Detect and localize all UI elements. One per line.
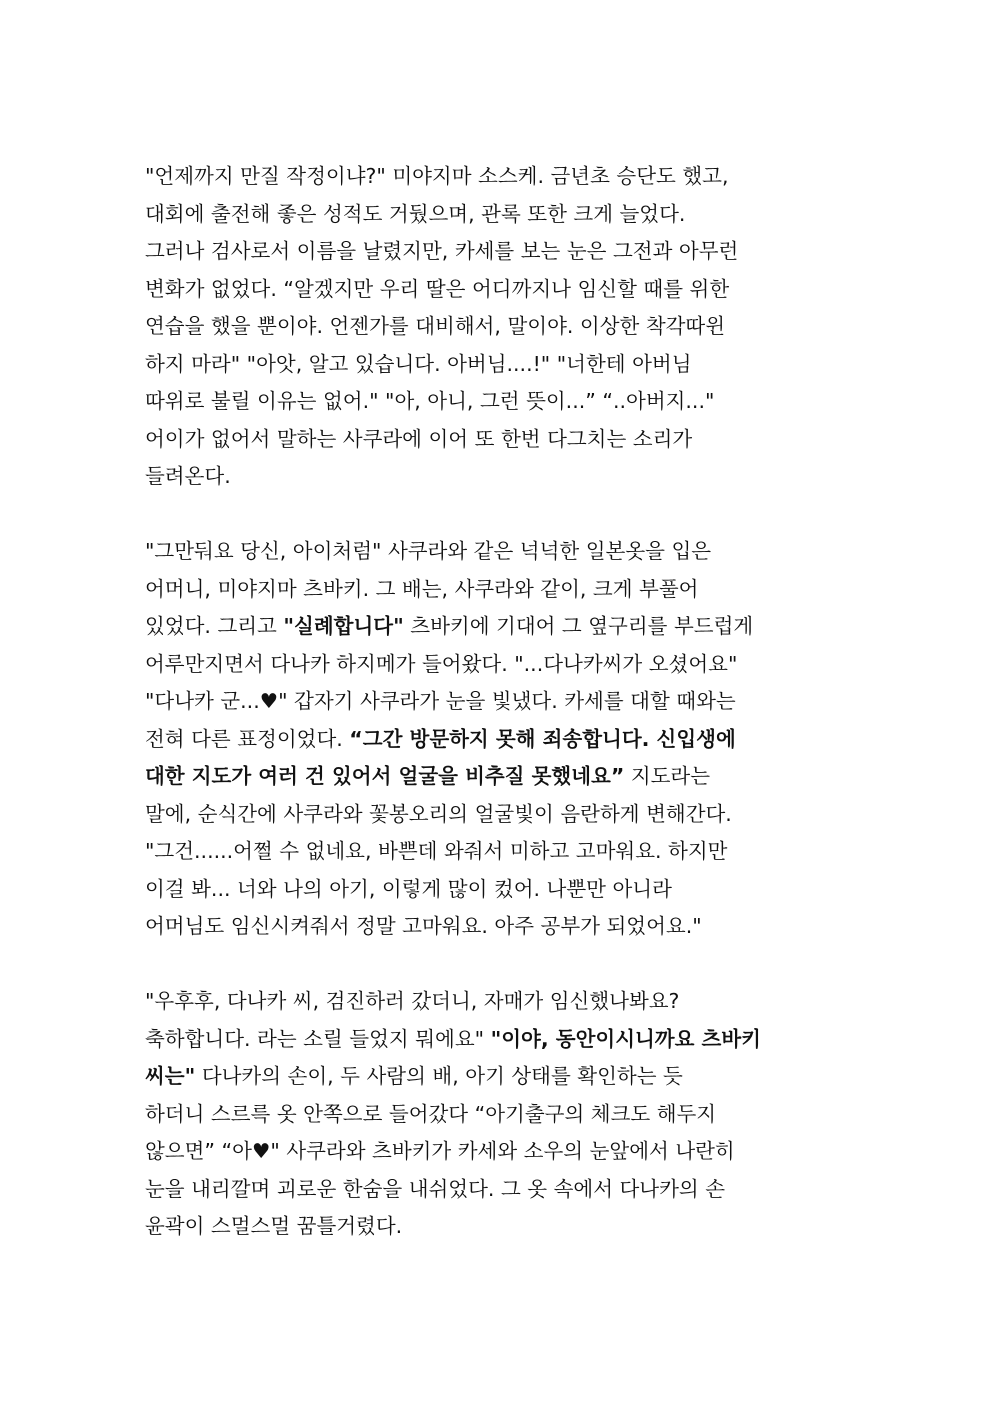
text-run: 있었다. 그리고 bbox=[145, 614, 284, 638]
text-line bbox=[145, 308, 865, 346]
paragraph bbox=[145, 983, 865, 1246]
paragraph-gap bbox=[145, 496, 865, 534]
text-run: 연습을 했을 뿐이야. 언젠가를 대비해서, 말이야. 이상한 착각따윈 bbox=[145, 314, 726, 338]
text-line bbox=[145, 196, 865, 234]
text-line bbox=[145, 346, 865, 384]
text-line bbox=[145, 1021, 865, 1059]
text-run: 대회에 출전해 좋은 성적도 거뒀으며, 관록 또한 크게 늘었다. bbox=[145, 201, 686, 226]
text-run: "다나카 군...♥" 갑자기 사쿠라가 눈을 빛냈다. 카세를 대할 때와는 bbox=[145, 689, 736, 713]
text-line bbox=[145, 158, 865, 196]
text-run: "언제까지 만질 작정이냐?" 미야지마 소스케. 금년초 승단도 했고, bbox=[145, 164, 729, 188]
text-run: 윤곽이 스멀스멀 꿈틀거렸다. bbox=[145, 1214, 403, 1238]
text-line bbox=[145, 1058, 865, 1096]
text-run: 변화가 없었다. “알겠지만 우리 딸은 어디까지나 임신할 때를 위한 bbox=[145, 276, 730, 301]
text-run: 눈을 내리깔며 괴로운 한숨을 내쉬었다. 그 옷 속에서 다나카의 손 bbox=[145, 1176, 726, 1201]
text-line bbox=[145, 458, 865, 496]
text-line bbox=[145, 871, 865, 909]
text-line bbox=[145, 608, 865, 646]
text-run: "우후후, 다나카 씨, 검진하러 갔더니, 자매가 임신했나봐요? bbox=[145, 989, 680, 1013]
text-run: 전혀 다른 표정이었다. bbox=[145, 726, 350, 751]
text-run: 그러나 검사로서 이름을 날렸지만, 카세를 보는 눈은 그전과 아무런 bbox=[145, 239, 739, 263]
text-line bbox=[145, 1133, 865, 1171]
paragraph bbox=[145, 533, 865, 946]
text-run: "그만둬요 당신, 아이처럼" 사쿠라와 같은 넉넉한 일본옷을 입은 bbox=[145, 539, 712, 563]
text-run: 이걸 봐... 너와 나의 아기, 이렇게 많이 컸어. 나뿐만 아니라 bbox=[145, 876, 672, 901]
text-line bbox=[145, 383, 865, 421]
text-line bbox=[145, 833, 865, 871]
text-line bbox=[145, 1171, 865, 1209]
text-run: 어루만지면서 다나카 하지메가 들어왔다. "...다나카씨가 오셨어요" bbox=[145, 651, 738, 676]
paragraph bbox=[145, 158, 865, 496]
text-run: 어머니, 미야지마 츠바키. 그 배는, 사쿠라와 같이, 크게 부풀어 bbox=[145, 576, 699, 601]
bold-dialogue: 대한 지도가 여러 건 있어서 얼굴을 비추질 못했네요” bbox=[145, 764, 625, 788]
text-run: 다나카의 손이, 두 사람의 배, 아기 상태를 확인하는 듯 bbox=[195, 1064, 683, 1088]
bold-dialogue: 씨는" bbox=[145, 1064, 196, 1088]
text-run: 축하합니다. 라는 소릴 들었지 뭐에요" bbox=[145, 1026, 491, 1051]
text-line bbox=[145, 233, 865, 271]
text-line bbox=[145, 683, 865, 721]
text-line bbox=[145, 721, 865, 759]
text-line bbox=[145, 1208, 865, 1246]
text-run: 말에, 순식간에 사쿠라와 꽃봉오리의 얼굴빛이 음란하게 변해간다. bbox=[145, 801, 732, 826]
text-line bbox=[145, 421, 865, 459]
text-line bbox=[145, 908, 865, 946]
text-line bbox=[145, 646, 865, 684]
text-run: 않으면” “아♥" 사쿠라와 츠바키가 카세와 소우의 눈앞에서 나란히 bbox=[145, 1139, 735, 1163]
text-run: 어이가 없어서 말하는 사쿠라에 이어 또 한번 다그치는 소리가 bbox=[145, 426, 693, 451]
text-line bbox=[145, 533, 865, 571]
text-line bbox=[145, 758, 865, 796]
paragraph-gap bbox=[145, 946, 865, 984]
text-run: 지도라는 bbox=[624, 764, 711, 788]
text-run: 어머님도 임신시켜줘서 정말 고마워요. 아주 공부가 되었어요." bbox=[145, 914, 702, 938]
text-line bbox=[145, 271, 865, 309]
text-run: 하더니 스르륵 옷 안쪽으로 들어갔다 “아기출구의 체크도 해두지 bbox=[145, 1101, 717, 1126]
bold-dialogue: “그간 방문하지 못해 죄송합니다. 신입생에 bbox=[349, 726, 736, 751]
text-run: "그건......어쩔 수 없네요, 바쁜데 와줘서 미하고 고마워요. 하지만 bbox=[145, 839, 728, 863]
text-run: 츠바키에 기대어 그 옆구리를 부드럽게 bbox=[403, 614, 754, 638]
text-line bbox=[145, 983, 865, 1021]
text-line bbox=[145, 796, 865, 834]
bold-dialogue: "이야, 동안이시니까요 츠바키 bbox=[490, 1026, 761, 1051]
text-run: 따위로 불릴 이유는 없어." "아, 아니, 그런 뜻이...” “..아버지..." bbox=[145, 389, 715, 413]
story-text bbox=[145, 158, 865, 1246]
text-run: 하지 마라" "아앗, 알고 있습니다. 아버님....!" "너한테 아버님 bbox=[145, 351, 692, 376]
text-line bbox=[145, 1096, 865, 1134]
text-run: 들려온다. bbox=[145, 464, 231, 488]
bold-dialogue: "실례합니다" bbox=[283, 614, 404, 638]
text-line bbox=[145, 571, 865, 609]
